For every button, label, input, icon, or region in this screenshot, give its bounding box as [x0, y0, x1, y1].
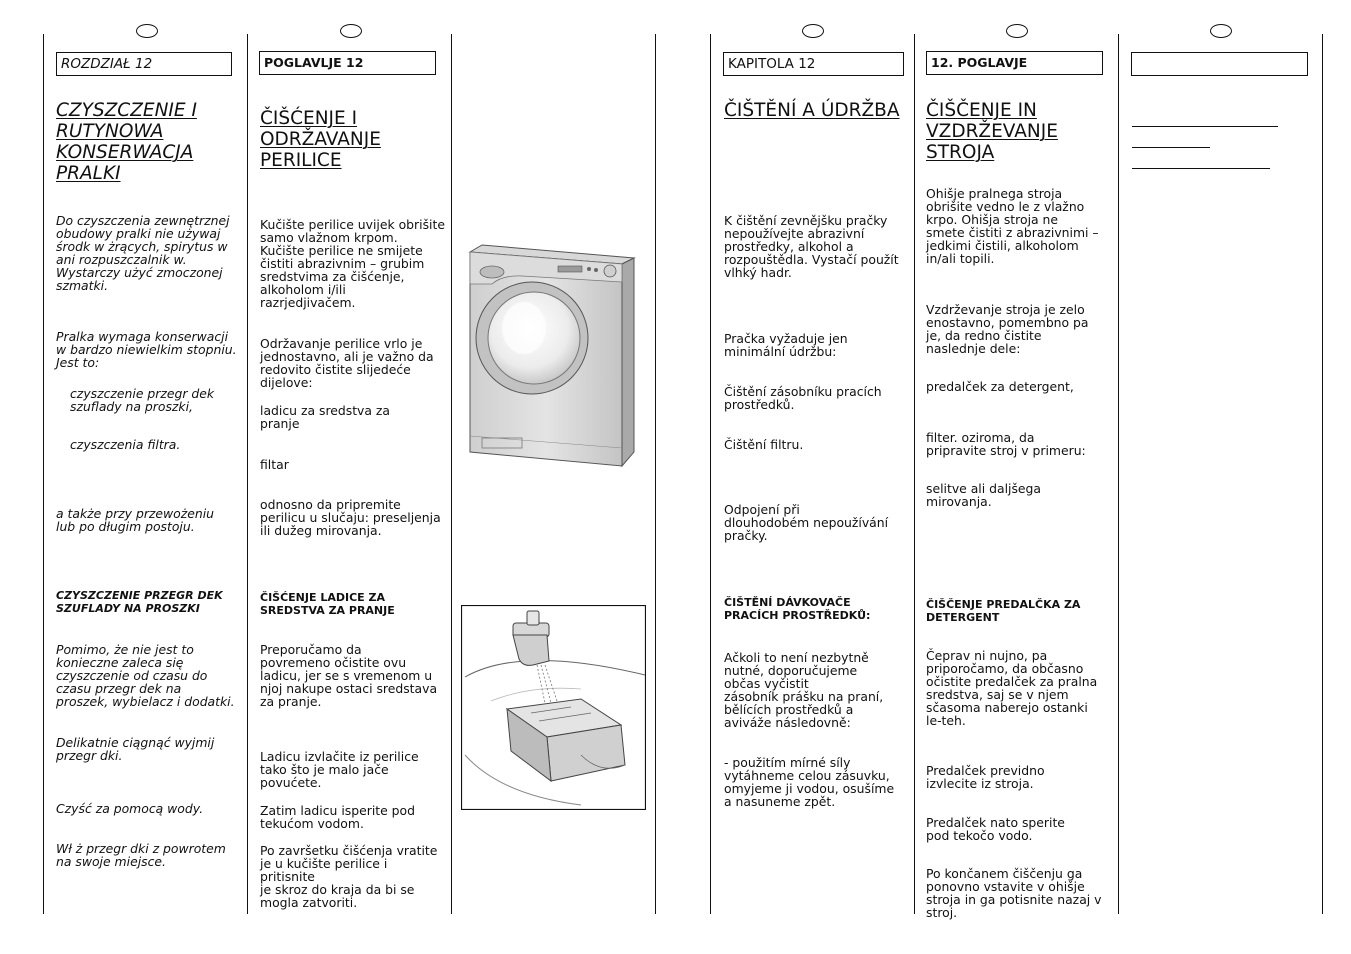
list-item: Čištění filtru.	[724, 437, 804, 452]
list-item: filter. oziroma, da pripravite stroj v primeru:	[926, 430, 1086, 458]
column-divider	[1322, 34, 1323, 914]
paragraph: Po končanem čiščenju ga ponovno vstavite v ohišje stroja in ga potisnite nazaj v stroj.	[926, 866, 1102, 920]
language-marker-oval	[1210, 24, 1232, 38]
paragraph: Predalček nato sperite pod tekočo vodo.	[926, 815, 1065, 843]
paragraph: Zatim ladicu isperite pod tekućom vodom.	[260, 803, 415, 831]
chapter-box-czech: KAPITOLA 12	[723, 52, 904, 76]
title-placeholder-line	[1132, 168, 1270, 169]
language-marker-oval	[340, 24, 362, 38]
subheading-croatian: ČIŠĆENJE LADICE ZA SREDSTVA ZA PRANJE	[260, 591, 395, 617]
paragraph: - použitím mírné síly vytáhneme celou zásuvku, omyjeme ji vodou, osušíme a nasuneme zpět.	[724, 755, 895, 809]
list-item: predalček za detergent,	[926, 379, 1074, 394]
paragraph: Czyść za pomocą wody.	[56, 801, 204, 816]
paragraph: Ačkoli to není nezbytně nutné, doporučujeme občas vyčistit zásobník prášku na praní, bělících prostředků a aviváže následovně:	[724, 650, 884, 730]
column-divider	[43, 34, 44, 914]
list-item: filtar	[260, 457, 289, 472]
paragraph: Predalček previdno izvlecite iz stroja.	[926, 763, 1045, 791]
chapter-box-blank	[1131, 52, 1308, 76]
subheading-czech: ČIŠTĚNÍ DÁVKOVAČE PRACÍCH PROSTŘEDKŮ:	[724, 596, 871, 622]
list-item: a także przy przewożeniu lub po długim postoju.	[56, 506, 215, 534]
chapter-box-polish: ROZDZIAŁ 12	[56, 52, 232, 76]
subheading-slovenian: ČIŠČENJE PREDALČKA ZA DETERGENT	[926, 598, 1081, 624]
section-title-croatian: ČIŠĆENJE I ODRŽAVANJE PERILICE	[260, 108, 381, 171]
list-item: czyszczenia filtra.	[70, 437, 181, 452]
paragraph: Vzdrževanje stroja je zelo enostavno, pomembno pa je, da redno čistite naslednje dele:	[926, 302, 1089, 356]
column-divider	[655, 34, 656, 914]
title-placeholder-line	[1132, 147, 1210, 148]
list-item: czyszczenie przegr dek szuflady na proszki,	[70, 386, 215, 414]
paragraph: K čištění zevnějšku pračky nepoužívejte abrazivní prostředky, alkohol a rozpouštědla. Vystačí použít vlhký hadr.	[724, 213, 899, 280]
chapter-box-croatian: POGLAVLJE 12	[259, 51, 436, 75]
section-title-slovenian: ČIŠČENJE IN VZDRŽEVANJE STROJA	[926, 100, 1058, 163]
list-item: Čištění zásobníku pracích prostředků.	[724, 384, 882, 412]
washing-machine-illustration	[462, 240, 642, 472]
paragraph: Wł ż przegr dki z powrotem na swoje miejsce.	[56, 841, 226, 869]
drawer-rinse-illustration	[461, 605, 646, 810]
section-title-polish: CZYSZCZENIE I RUTYNOWA KONSERWACJA PRALKI	[56, 100, 197, 184]
list-item: ladicu za sredstva za pranje	[260, 403, 391, 431]
chapter-box-slovenian: 12. POGLAVJE	[926, 51, 1103, 75]
paragraph: Pračka vyžaduje jen minimální údržbu:	[724, 331, 848, 359]
subheading-polish: CZYSZCZENIE PRZEGR DEK SZUFLADY NA PROSZKI	[56, 589, 223, 615]
paragraph: Ohišje pralnega stroja obrišite vedno le z vlažno krpo. Ohišja stroja ne smete čistiti z abrazivnimi – jedkimi čistili, alkoholom in/ali topili.	[926, 186, 1099, 266]
paragraph: Preporučamo da povremeno očistite ovu ladicu, jer se s vremenom u njoj nakupe ostaci sredstava za pranje.	[260, 642, 438, 709]
paragraph: Održavanje perilice vrlo je jednostavno, ali je važno da redovito čistite slijedeće dijelove:	[260, 336, 434, 390]
list-item: Odpojení při dlouhodobém nepoužívání pračky.	[724, 502, 889, 543]
paragraph: Do czyszczenia zewnętrznej obudowy pralki nie używaj środk w żrących, spirytus w ani rozpuszczalnik w. Wystarczy użyć zmoczonej szmatki.	[56, 213, 230, 293]
paragraph: Kučište perilice uvijek obrišite samo vlažnom krpom. Kučište perilice ne smijete čistiti abrazivnim – grubim sredstvima za čišćenje, alkoholom i/ili razrjedjivačem.	[260, 217, 445, 310]
paragraph: Čeprav ni nujno, pa priporočamo, da občasno očistite predalček za pralna sredstva, saj se v njem sčasoma naberejo ostanki le-teh.	[926, 648, 1098, 728]
language-marker-oval	[802, 24, 824, 38]
paragraph: Pralka wymaga konserwacji w bardzo niewielkim stopniu. Jest to:	[56, 329, 237, 370]
column-divider	[451, 34, 452, 914]
list-item: odnosno da pripremite perilicu u slučaju: preseljenja ili dužeg mirovanja.	[260, 497, 441, 538]
column-divider	[710, 34, 711, 914]
column-divider	[247, 34, 248, 914]
language-marker-oval	[1006, 24, 1028, 38]
paragraph: Ladicu izvlačite iz perilice tako što je malo jače povućete.	[260, 749, 419, 790]
column-divider	[914, 34, 915, 914]
paragraph: Pomimo, że nie jest to konieczne zaleca się czyszczenie od czasu do czasu przegr dek na proszek, wybielacz i dodatki.	[56, 642, 235, 709]
title-placeholder-line	[1132, 126, 1278, 127]
list-item: selitve ali daljšega mirovanja.	[926, 481, 1042, 509]
paragraph: Delikatnie ciągnąć wyjmij przegr dki.	[56, 735, 215, 763]
language-marker-oval	[136, 24, 158, 38]
paragraph: Po završetku čišćenja vratite je u kučište perilice i pritisnite je skroz do kraja da bi se mogla zatvoriti.	[260, 843, 438, 910]
section-title-czech: ČIŠTĚNÍ A ÚDRŽBA	[724, 100, 900, 121]
column-divider	[1118, 34, 1119, 914]
